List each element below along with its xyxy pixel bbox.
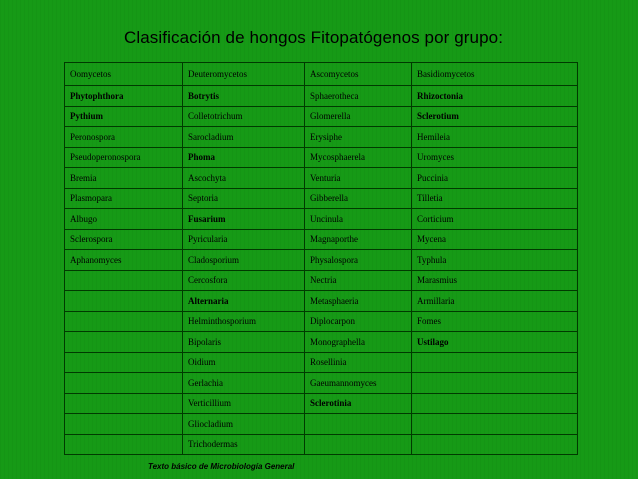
table-cell: Cercosfora — [183, 270, 305, 291]
table-row — [65, 250, 578, 271]
table-cell: Uromyces — [412, 147, 578, 168]
table-cell: Armillaria — [412, 291, 578, 312]
slide-title: Clasificación de hongos Fitopatógenos por grupo: — [124, 28, 504, 47]
table-cell: Metasphaeria — [305, 291, 412, 312]
table-row — [65, 270, 578, 291]
table-cell — [65, 291, 183, 312]
table-cell — [412, 393, 578, 414]
table-cell: Typhula — [412, 250, 578, 271]
table-cell: Rosellinia — [305, 352, 412, 373]
table-row — [65, 373, 578, 394]
table-cell: Nectria — [305, 270, 412, 291]
table-row — [65, 188, 578, 209]
table-cell — [65, 434, 183, 455]
table-cell: Verticillium — [183, 393, 305, 414]
table-cell — [65, 393, 183, 414]
fungi-classification-table — [64, 62, 578, 455]
table-cell: Alternaria — [183, 291, 305, 312]
table-cell: Venturia — [305, 168, 412, 189]
table-row — [65, 434, 578, 455]
table-cell: Tilletia — [412, 188, 578, 209]
table-cell — [65, 373, 183, 394]
table-cell: Gerlachia — [183, 373, 305, 394]
table-cell: Albugo — [65, 209, 183, 230]
table-row — [65, 209, 578, 230]
table-cell: Sphaerotheca — [305, 86, 412, 107]
table-row — [65, 352, 578, 373]
table-cell: Marasmius — [412, 270, 578, 291]
table-cell: Oidium — [183, 352, 305, 373]
table-cell — [305, 434, 412, 455]
column-header: Ascomycetos — [305, 63, 412, 86]
table-cell — [65, 352, 183, 373]
table-cell — [65, 311, 183, 332]
table-row — [65, 332, 578, 353]
table-cell: Cladosporium — [183, 250, 305, 271]
table-cell: Pythium — [65, 106, 183, 127]
table-row — [65, 414, 578, 435]
table-cell: Puccinia — [412, 168, 578, 189]
table-cell: Peronospora — [65, 127, 183, 148]
table-cell: Rhizoctonia — [412, 86, 578, 107]
table-cell: Septoria — [183, 188, 305, 209]
table-row — [65, 393, 578, 414]
table-cell: Glomerella — [305, 106, 412, 127]
table-cell — [65, 332, 183, 353]
table-cell — [65, 270, 183, 291]
footer-source: Texto básico de Microbiología General — [148, 462, 295, 471]
table-cell: Bremia — [65, 168, 183, 189]
table-cell: Phytophthora — [65, 86, 183, 107]
table-cell: Sarocladium — [183, 127, 305, 148]
column-header: Basidiomycetos — [412, 63, 578, 86]
table-cell: Gibberella — [305, 188, 412, 209]
table-cell: Mycosphaerela — [305, 147, 412, 168]
table-row — [65, 311, 578, 332]
table-cell: Pseudoperonospora — [65, 147, 183, 168]
table-cell: Corticium — [412, 209, 578, 230]
table-cell — [412, 434, 578, 455]
table-cell: Monographella — [305, 332, 412, 353]
table-row — [65, 86, 578, 107]
table-cell: Helminthosporium — [183, 311, 305, 332]
table-cell: Mycena — [412, 229, 578, 250]
table-cell: Sclerotinia — [305, 393, 412, 414]
table-cell: Phoma — [183, 147, 305, 168]
table-row — [65, 168, 578, 189]
table-row — [65, 127, 578, 148]
column-header: Oomycetos — [65, 63, 183, 86]
table-cell: Fusarium — [183, 209, 305, 230]
table-cell: Hemileia — [412, 127, 578, 148]
table-cell: Aphanomyces — [65, 250, 183, 271]
table-cell: Ustilago — [412, 332, 578, 353]
table-cell: Sclerospora — [65, 229, 183, 250]
table-cell: Gaeumannomyces — [305, 373, 412, 394]
table-cell — [412, 352, 578, 373]
table-cell: Ascochyta — [183, 168, 305, 189]
table-cell: Erysiphe — [305, 127, 412, 148]
table-row — [65, 106, 578, 127]
table-cell: Magnaporthe — [305, 229, 412, 250]
table-cell: Physalospora — [305, 250, 412, 271]
table-cell: Colletotrichum — [183, 106, 305, 127]
table-cell: Gliocladium — [183, 414, 305, 435]
table-cell — [412, 373, 578, 394]
table-body — [65, 63, 578, 455]
table-cell: Pyricularia — [183, 229, 305, 250]
table-cell: Plasmopara — [65, 188, 183, 209]
table-header-row — [65, 63, 578, 86]
table-cell: Diplocarpon — [305, 311, 412, 332]
table-cell: Fomes — [412, 311, 578, 332]
column-header: Deuteromycetos — [183, 63, 305, 86]
table-cell: Botrytis — [183, 86, 305, 107]
table-row — [65, 291, 578, 312]
table-cell — [305, 414, 412, 435]
table-cell: Bipolaris — [183, 332, 305, 353]
table-cell: Uncinula — [305, 209, 412, 230]
table-row — [65, 147, 578, 168]
table-cell — [412, 414, 578, 435]
table-cell — [65, 414, 183, 435]
table-cell: Trichodermas — [183, 434, 305, 455]
table-row — [65, 229, 578, 250]
table-cell: Sclerotium — [412, 106, 578, 127]
